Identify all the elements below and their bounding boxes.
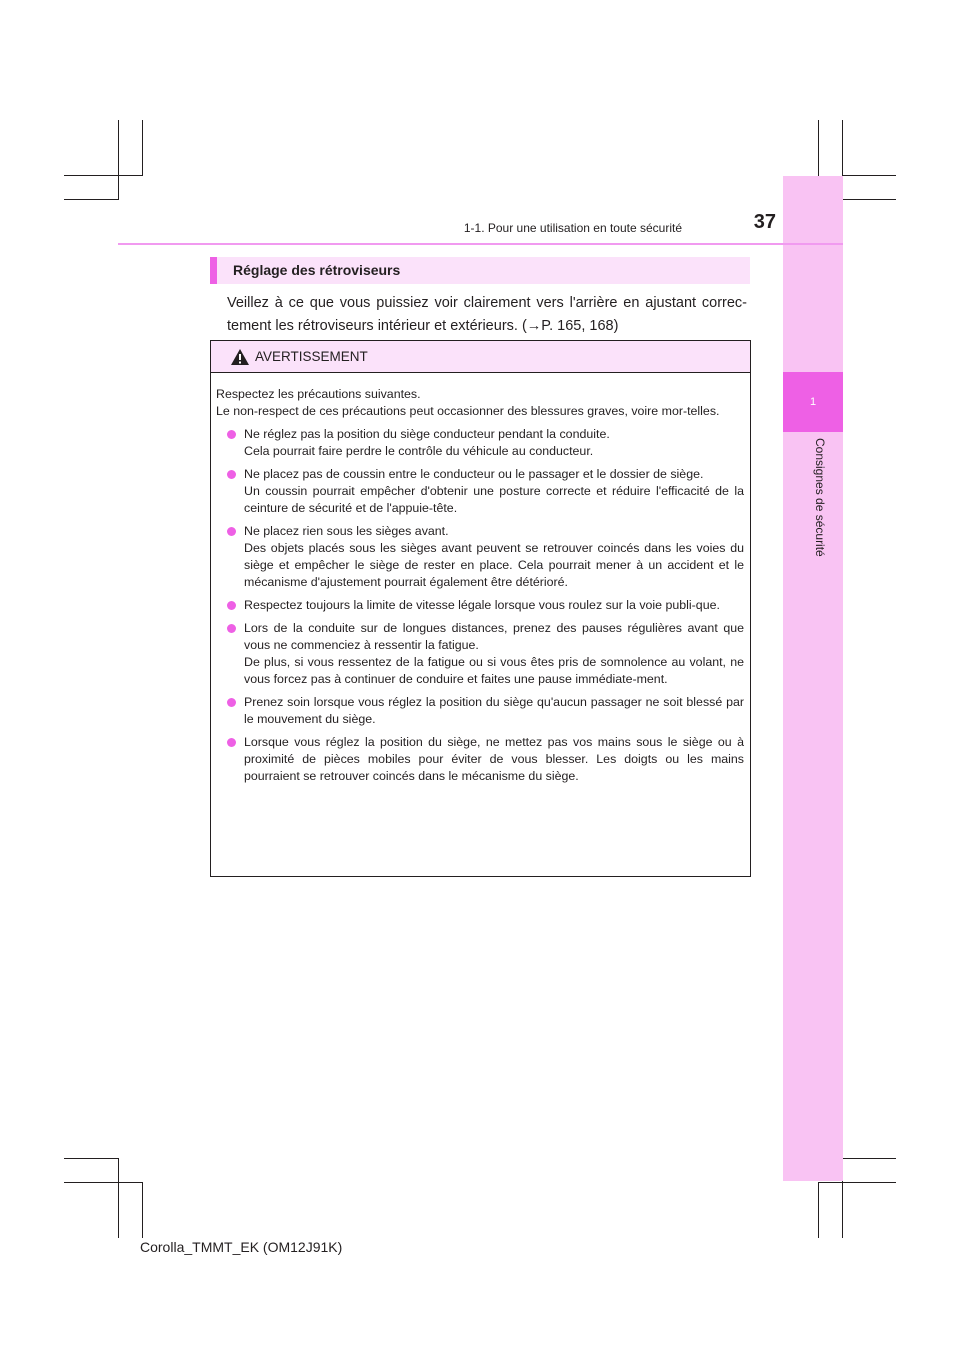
- section-reference: 1-1. Pour une utilisation en toute sécurité: [463, 221, 682, 235]
- crop-mark: [64, 199, 118, 200]
- header-rule: [118, 243, 843, 245]
- section-intro: Veillez à ce que vous puissiez voir clairement vers l'arrière en ajustant correc-tement les rétroviseurs intérieur et extérieurs. (→P. 165, 168): [227, 295, 747, 334]
- bullet-icon: [227, 601, 236, 610]
- crop-mark: [118, 120, 119, 200]
- crop-mark: [142, 1182, 143, 1238]
- crop-mark: [64, 1182, 142, 1183]
- warning-item: Prenez soin lorsque vous réglez la position du siège qu'aucun passager ne soit blessé par le mouvement du siège.: [216, 694, 744, 728]
- crop-mark: [842, 175, 896, 176]
- bullet-icon: [227, 527, 236, 536]
- warning-item: Lors de la conduite sur de longues distances, prenez des pauses régulières avant que vous ne commenciez à ressentir la fatigue. De plus, si vous ressentez de la fatigue ou si vous êtes pris de somnolence au volant, ne vous forcez pas à continuer de conduire et faites une pause immédiate-ment.: [216, 620, 744, 688]
- bullet-icon: [227, 470, 236, 479]
- crop-mark: [842, 1158, 896, 1159]
- warning-box: [210, 340, 751, 877]
- footer-document-id: Corolla_TMMT_EK (OM12J91K): [140, 1239, 343, 1255]
- crop-mark: [818, 1182, 819, 1238]
- crop-mark: [818, 1182, 896, 1183]
- bullet-icon: [227, 698, 236, 707]
- warning-list: [216, 426, 744, 785]
- page-number: 37: [753, 211, 776, 233]
- section-title: Réglage des rétroviseurs: [233, 262, 401, 278]
- warning-item: Ne placez rien sous les sièges avant. Des objets placés sous les sièges avant peuvent se retrouver coincés dans les voies du siège et empêcher le siège de rester en place. Cela pourrait mener à un accident et le mécanisme d'ajustement pourrait également être détérioré.: [216, 523, 744, 591]
- warning-item: Ne placez pas de coussin entre le conducteur ou le passager et le dossier de siège. Un coussin pourrait empêcher d'obtenir une posture correcte et réduire l'efficacité de la ceinture de sécurité et de l'appuie-tête.: [216, 466, 744, 517]
- crop-mark: [64, 175, 142, 176]
- bullet-icon: [227, 738, 236, 747]
- warning-body: [216, 386, 744, 791]
- warning-item: Respectez toujours la limite de vitesse légale lorsque vous roulez sur la voie publi-que.: [216, 597, 744, 614]
- warning-triangle-icon: [230, 348, 250, 366]
- crop-mark: [842, 120, 843, 176]
- chapter-number: 1: [783, 372, 843, 432]
- section-title-bar: [210, 257, 750, 284]
- warning-item: Lorsque vous réglez la position du siège, ne mettez pas vos mains sous le siège ou à proximité de pièces mobiles pour éviter de vous blesser. Les doigts ou les mains pourraient se retrouver coincés dans le mécanisme du siège.: [216, 734, 744, 785]
- chapter-label: Consignes de sécurité: [813, 438, 827, 557]
- chapter-side-tab: [783, 176, 843, 1181]
- crop-mark: [64, 1158, 118, 1159]
- warning-intro: Respectez les précautions suivantes. Le non-respect de ces précautions peut occasionner des blessures graves, voire mor-telles.: [216, 387, 720, 418]
- bullet-icon: [227, 624, 236, 633]
- bullet-icon: [227, 430, 236, 439]
- warning-title: AVERTISSEMENT: [255, 349, 368, 364]
- warning-item: Ne réglez pas la position du siège conducteur pendant la conduite. Cela pourrait faire perdre le contrôle du véhicule au conducteur.: [216, 426, 744, 460]
- warning-header: [211, 341, 750, 373]
- crop-mark: [118, 1158, 119, 1238]
- crop-mark: [142, 120, 143, 176]
